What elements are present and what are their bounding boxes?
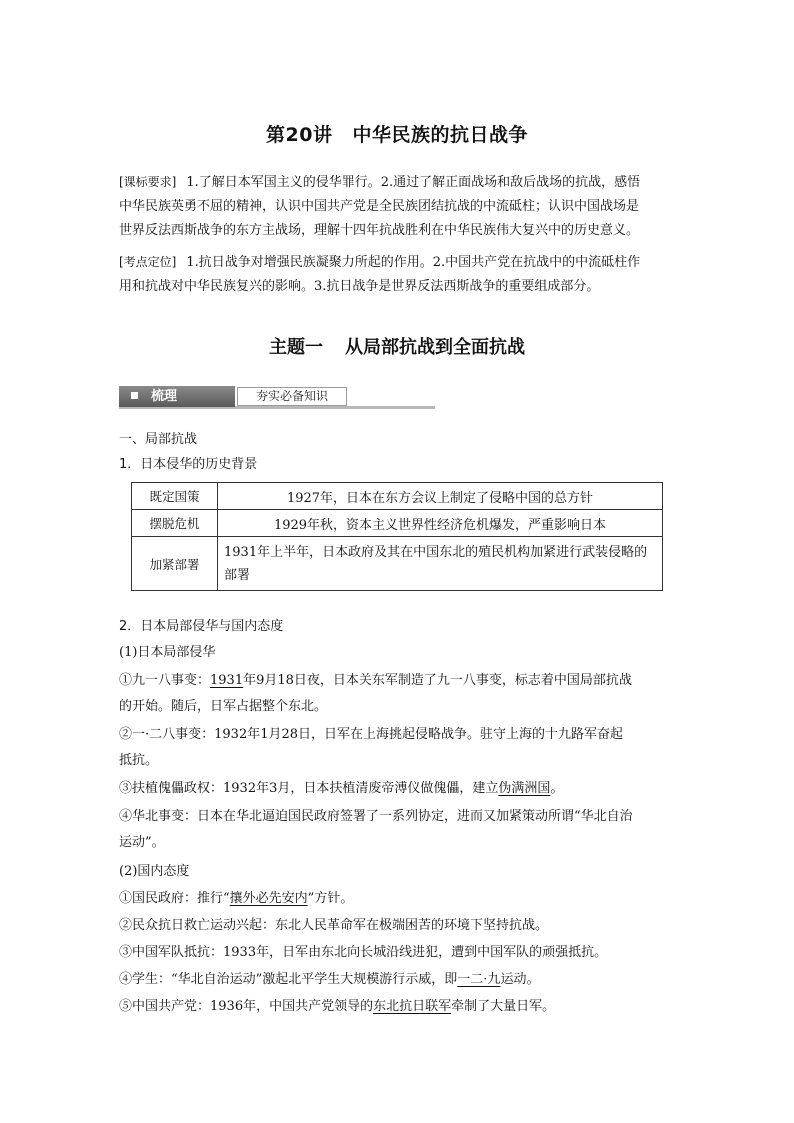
banner-review-label: 梳理 <box>119 386 235 407</box>
list-item-continuation: 的开始。随后，日军占据整个东北。 <box>119 699 328 714</box>
exam-focus <box>119 250 679 299</box>
banner-knowledge-label: 夯实必备知识 <box>237 387 347 406</box>
subsection-heading: 2．日本局部侵华与国内态度 <box>119 619 284 634</box>
subsection-heading: 1．日本侵华的历史背景 <box>119 457 258 472</box>
list-item: ②民众抗日救亡运动兴起：东北人民革命军在极端困苦的环境下坚持抗战。 <box>119 918 549 933</box>
background-table <box>131 482 663 591</box>
list-item: ②一·二八事变：1932年1月28日，日军在上海挑起侵略战争。驻守上海的十九路军奋起 <box>119 727 624 742</box>
table-row <box>132 537 663 591</box>
curriculum-tag: [课标要求] <box>119 175 177 189</box>
list-item: ①国民政府：推行“攘外必先安内”方针。 <box>119 891 354 906</box>
curriculum-requirements <box>119 170 679 243</box>
list-item-continuation: 运动”。 <box>119 835 165 850</box>
underlined-answer: 一二·九 <box>457 972 501 987</box>
curriculum-line: 中华民族英勇不屈的精神，认识中国共产党是全民族团结抗战的中流砥柱；认识中国战场是 <box>119 199 640 214</box>
list-item: ④学生：“华北自治运动”激起北平学生大规模游行示威，即一二·九运动。 <box>119 972 540 987</box>
curriculum-line: 世界反法西斯战争的东方主战场，理解十四年抗战胜利在中华民族伟大复兴中的历史意义。 <box>119 223 640 238</box>
lesson-title-text: 中华民族的抗日战争 <box>352 124 528 146</box>
topic-title <box>0 333 794 359</box>
list-item: ④华北事变：日本在华北逼迫国民政府签署了一系列协定，进而又加紧策动所谓“华北自治 <box>119 809 633 824</box>
part-heading: (1)日本局部侵华 <box>119 645 216 660</box>
part-heading: (2)国内态度 <box>119 864 190 879</box>
topic-title-text: 从局部抗战到全面抗战 <box>345 337 525 358</box>
exam-focus-tag: [考点定位] <box>119 255 177 269</box>
lesson-number: 第20讲 <box>266 124 333 146</box>
table-value: 1931年上半年，日本政府及其在中国东北的殖民机构加紧进行武装侵略的部署 <box>218 537 663 591</box>
underlined-answer: 攘外必先安内 <box>229 891 308 906</box>
square-bullet-icon <box>131 392 138 399</box>
table-key: 摆脱危机 <box>132 510 218 537</box>
list-item: ③扶植傀儡政权：1932年3月，日本扶植清废帝溥仪做傀儡，建立伪满洲国。 <box>119 781 564 796</box>
list-item-continuation: 抵抗。 <box>119 753 159 768</box>
underlined-answer: 伪满洲国 <box>498 781 551 796</box>
list-item: ①九一八事变：1931年9月18日夜，日本关东军制造了九一八事变，标志着中国局部抗战 <box>119 673 632 688</box>
topic-number: 主题一 <box>269 337 323 358</box>
list-item: ③中国军队抵抗：1933年，日军由东北向长城沿线进犯，遭到中国军队的顽强抵抗。 <box>119 945 608 960</box>
table-value: 1927年，日本在东方会议上制定了侵略中国的总方针 <box>218 483 663 510</box>
table-row <box>132 483 663 510</box>
table-key: 既定国策 <box>132 483 218 510</box>
underlined-answer: 东北抗日联军 <box>373 999 452 1014</box>
exam-focus-line: 用和抗战对中华民族复兴的影响。3.抗日战争是世界反法西斯战争的重要组成部分。 <box>119 279 600 294</box>
lesson-title <box>0 120 794 147</box>
section-banner <box>119 386 437 410</box>
table-row <box>132 510 663 537</box>
table-key: 加紧部署 <box>132 537 218 591</box>
list-item: ⑤中国共产党：1936年，中国共产党领导的东北抗日联军牵制了大量日军。 <box>119 999 556 1014</box>
section-heading: 一、局部抗战 <box>119 432 198 447</box>
underlined-answer: 1931 <box>210 673 244 688</box>
table-value: 1929年秋，资本主义世界性经济危机爆发，严重影响日本 <box>218 510 663 537</box>
curriculum-line: 1.了解日本军国主义的侵华罪行。2.通过了解正面战场和敌后战场的抗战，感悟 <box>186 175 641 190</box>
exam-focus-line: 1.抗日战争对增强民族凝聚力所起的作用。2.中国共产党在抗战中的中流砥柱作 <box>186 255 641 270</box>
